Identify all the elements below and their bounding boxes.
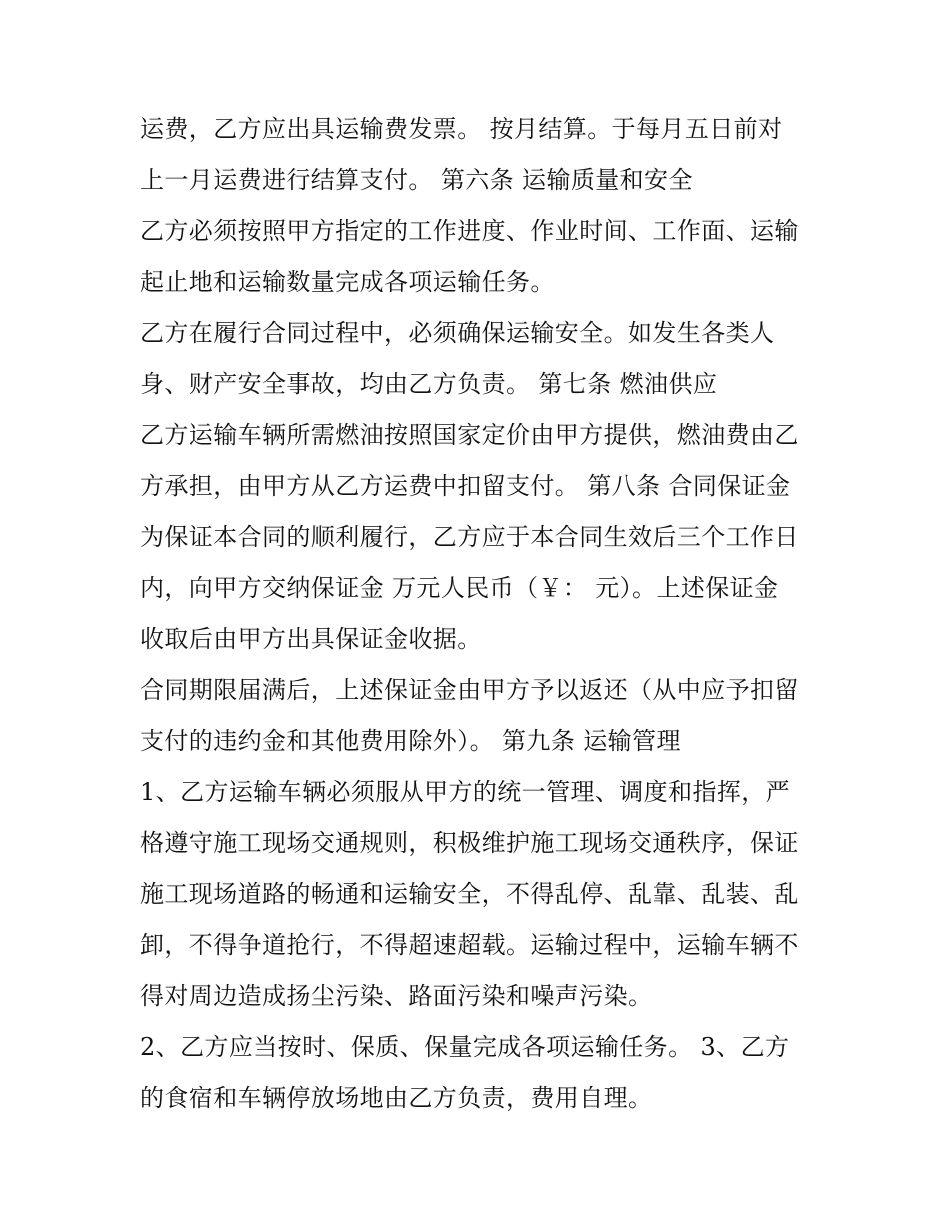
text-line: 格遵守施工现场交通规则，积极维护施工现场交通秩序，保证 xyxy=(140,829,799,857)
text-line: 为保证本合同的顺利履行，乙方应于本合同生效后三个工作日 xyxy=(140,523,799,551)
text-line: 身、财产安全事故，均由乙方负责。 第七条 燃油供应 xyxy=(140,370,718,398)
text-line: 乙方在履行合同过程中，必须确保运输安全。如发生各类人 xyxy=(140,319,775,347)
text-line: 施工现场道路的畅通和运输安全，不得乱停、乱靠、乱装、乱 xyxy=(140,880,799,908)
text-line: 运费，乙方应出具运输费发票。 按月结算。于每月五日前对 xyxy=(140,115,783,143)
text-line: 方承担，由甲方从乙方运费中扣留支付。 第八条 合同保证金 xyxy=(140,472,791,500)
text-line: 卸，不得争道抢行，不得超速超载。运输过程中，运输车辆不 xyxy=(140,931,799,959)
text-line: 得对周边造成扬尘污染、路面污染和噪声污染。 xyxy=(140,982,653,1010)
text-line: 2、乙方应当按时、保质、保量完成各项运输任务。 3、乙方 xyxy=(140,1033,790,1061)
document-body xyxy=(140,104,820,1124)
text-line: 1、乙方运输车辆必须服从甲方的统一管理、调度和指挥，严 xyxy=(140,778,791,806)
text-line: 的食宿和车辆停放场地由乙方负责，费用自理。 xyxy=(140,1084,653,1112)
text-line: 上一月运费进行结算支付。 第六条 运输质量和安全 xyxy=(140,166,693,194)
text-line: 乙方运输车辆所需燃油按照国家定价由甲方提供，燃油费由乙 xyxy=(140,421,799,449)
text-line: 内，向甲方交纳保证金 万元人民币（￥： 元）。上述保证金 xyxy=(140,574,779,602)
text-line: 支付的违约金和其他费用除外）。 第九条 运输管理 xyxy=(140,727,681,755)
text-line: 收取后由甲方出具保证金收据。 xyxy=(140,625,482,653)
text-line: 乙方必须按照甲方指定的工作进度、作业时间、工作面、运输 xyxy=(140,217,799,245)
text-line: 合同期限届满后，上述保证金由甲方予以返还（从中应予扣留 xyxy=(140,676,799,704)
text-line: 起止地和运输数量完成各项运输任务。 xyxy=(140,268,555,296)
